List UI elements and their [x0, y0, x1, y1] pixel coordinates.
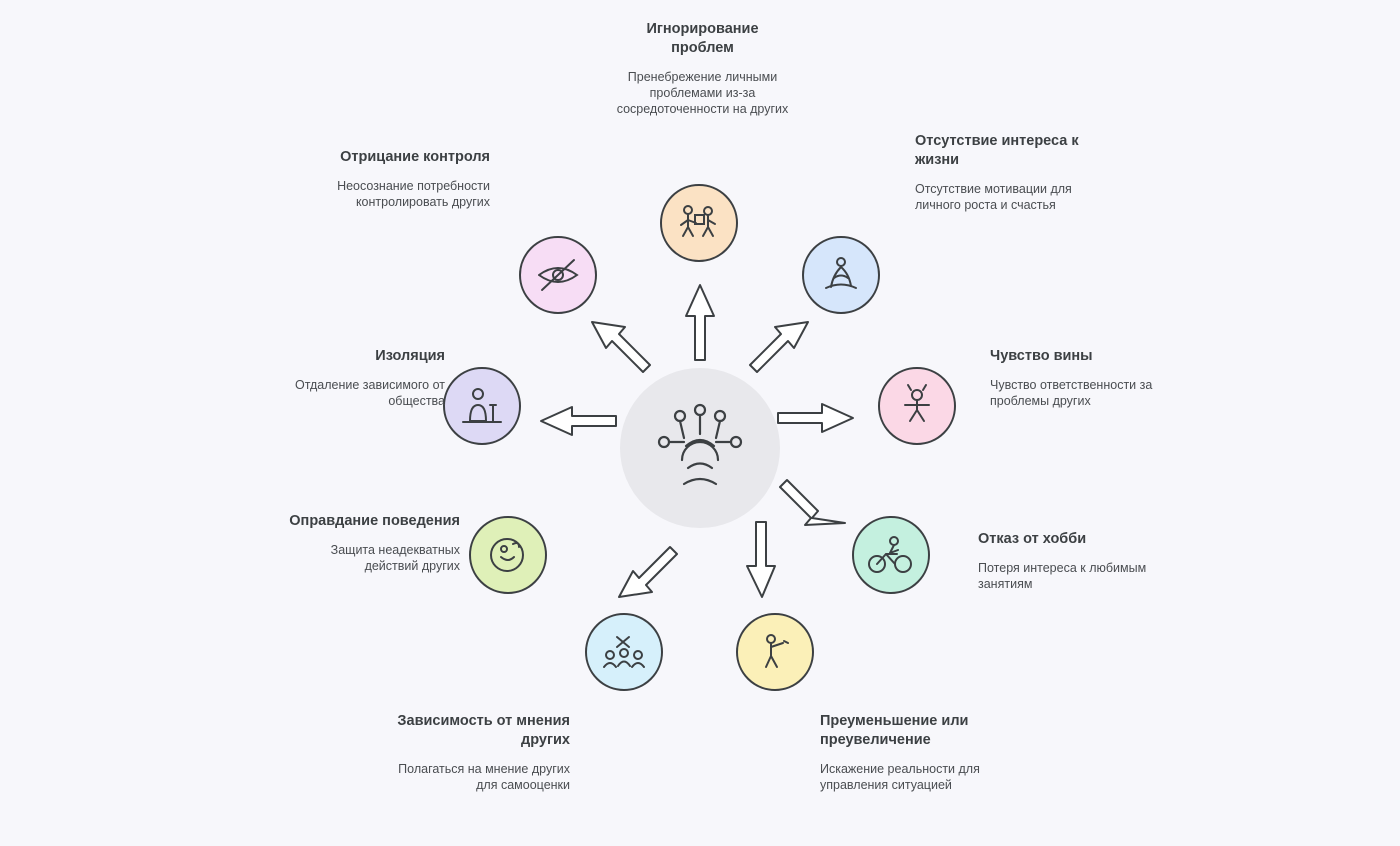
label-dependence-on-others-opinion — [390, 712, 570, 793]
node-ignoring-problems[interactable] — [660, 184, 738, 262]
label-giving-up-hobbies — [978, 530, 1158, 592]
node-title: Преуменьшение или преувеличение — [820, 713, 969, 748]
node-desc: Отсутствие мотивации для личного роста и счастья — [915, 182, 1072, 212]
label-justifying-behavior — [280, 512, 460, 574]
node-title: Отрицание контроля — [340, 149, 490, 165]
node-giving-up-hobbies[interactable] — [852, 516, 930, 594]
label-ignoring-problems — [615, 20, 790, 117]
person-guilt-icon — [892, 381, 942, 431]
node-desc: Искажение реальности для управления ситуацией — [820, 762, 980, 792]
node-desc: Защита неадекватных действий других — [330, 543, 460, 573]
node-desc: Неосознание потребности контролировать других — [337, 179, 490, 209]
node-title: Чувство вины — [990, 348, 1093, 364]
node-desc: Потеря интереса к любимым занятиям — [978, 561, 1147, 591]
diagram-center-hub — [620, 368, 780, 528]
node-dependence-on-others-opinion[interactable] — [585, 613, 663, 691]
node-title: Изоляция — [375, 348, 445, 364]
label-isolation — [265, 347, 445, 409]
person-pointing-icon — [750, 627, 800, 677]
worried-person-network-icon — [620, 368, 780, 528]
node-desc: Отдаление зависимого от общества — [294, 378, 445, 408]
node-guilt-feeling[interactable] — [878, 367, 956, 445]
people-pushing-icon — [674, 198, 724, 248]
node-justifying-behavior[interactable] — [469, 516, 547, 594]
node-isolation[interactable] — [443, 367, 521, 445]
node-title: Отсутствие интереса к жизни — [915, 133, 1079, 168]
node-title: Игнорирование проблем — [646, 21, 759, 56]
person-alone-icon — [457, 381, 507, 431]
node-denial-of-control[interactable] — [519, 236, 597, 314]
label-minimizing-or-exaggerating — [820, 712, 1000, 793]
person-sleeping-icon — [816, 250, 866, 300]
person-speaking-icon — [483, 530, 533, 580]
node-desc: Пренебрежение личными проблемами из-за сосредоточенности на других — [616, 70, 789, 116]
eye-crossed-icon — [533, 250, 583, 300]
label-guilt-feeling — [990, 347, 1170, 409]
node-title: Отказ от хобби — [978, 531, 1087, 547]
node-no-interest-in-life[interactable] — [802, 236, 880, 314]
group-people-icon — [599, 627, 649, 677]
node-minimizing-or-exaggerating[interactable] — [736, 613, 814, 691]
bicycle-person-icon — [866, 530, 916, 580]
node-desc: Чувство ответственности за проблемы других — [990, 378, 1153, 408]
node-title: Оправдание поведения — [289, 513, 460, 529]
label-no-interest-in-life — [915, 132, 1095, 213]
node-title: Зависимость от мнения других — [397, 713, 570, 748]
label-denial-of-control — [310, 148, 490, 210]
node-desc: Полагаться на мнение других для самооценки — [398, 762, 570, 792]
